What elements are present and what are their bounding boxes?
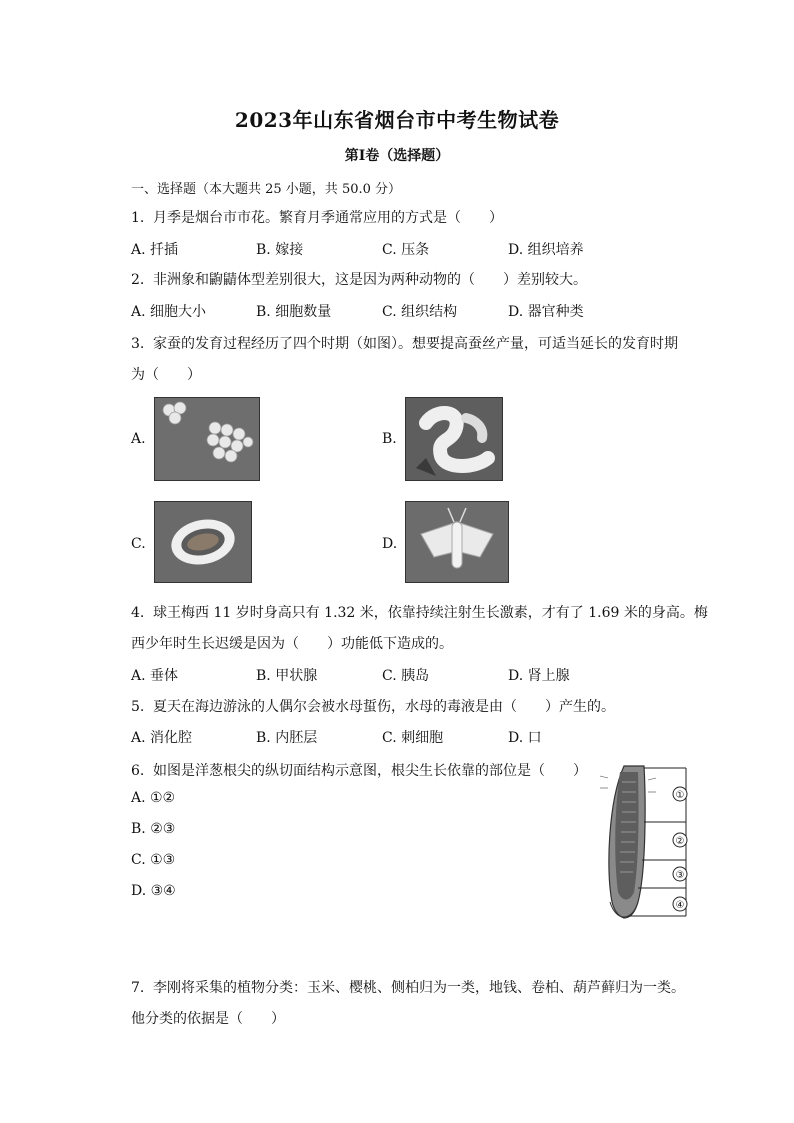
option-a: A. 扦插 [131,242,179,258]
option-d: D. 口 [508,730,542,746]
root-label-4: ④ [675,900,685,911]
silkworm-cocoon-image [154,501,252,583]
silkworm-eggs-image [154,397,260,481]
option-d: D. 肾上腺 [508,668,570,684]
option-a: A. 细胞大小 [131,304,207,320]
silkworm-larva-image [405,397,503,481]
question-text: 球王梅西 11 岁时身高只有 1.32 米，依靠持续注射生长激素，才有了 1.69 米的身高。梅 [153,605,708,621]
question-text: 月季是烟台市市花。繁育月季通常应用的方式是（ ） [153,210,503,226]
option-b: B. 细胞数量 [256,304,332,320]
question-text: 李刚将采集的植物分类：玉米、樱桃、侧柏归为一类，地钱、卷柏、葫芦藓归为一类。 [153,980,685,996]
option-c: C. ①③ [131,852,176,868]
root-label-2: ② [675,836,685,847]
question-number: 1. [131,210,145,226]
question-text: 家蚕的发育过程经历了四个时期（如图）。想要提高蚕丝产量，可适当延长的发育时期 [153,336,678,352]
question-number: 3. [131,336,145,352]
option-c: C. 组织结构 [382,304,458,320]
question-7 [131,977,685,997]
silkworm-moth-image [405,501,509,583]
question-text: 夏天在海边游泳的人偶尔会被水母蜇伤，水母的毒液是由（ ）产生的。 [153,699,615,715]
option-d: D. ③④ [131,883,176,899]
question-1 [131,207,503,227]
question-5 [131,696,615,716]
question-2 [131,269,587,289]
question-7-line2: 他分类的依据是（ ） [131,1011,285,1027]
question-4 [131,602,708,622]
question-text: 如图是洋葱根尖的纵切面结构示意图，根尖生长依靠的部位是（ ） [153,763,587,779]
question-3-line2: 为（ ） [131,367,201,383]
section-heading: 一、选择题（本大题共 25 小题，共 50.0 分） [131,182,402,197]
page-subtitle: 第I卷（选择题） [344,148,450,164]
option-c: C. 压条 [382,242,430,258]
option-b: B. 嫁接 [256,242,304,258]
option-b: B. 甲状腺 [256,668,318,684]
question-number: 2. [131,272,145,288]
question-number: 7. [131,980,145,996]
question-number: 4. [131,605,145,621]
question-number: 5. [131,699,145,715]
question-3 [131,333,678,353]
option-d: D. 器官种类 [508,304,584,320]
image-option-b-label: B. [382,431,397,447]
image-option-c-label: C. [131,536,146,552]
page-title: 2023年山东省烟台市中考生物试卷 [234,108,560,132]
option-d: D. 组织培养 [508,242,584,258]
image-option-d-label: D. [382,536,398,552]
option-a: A. ①② [131,790,176,806]
image-option-a-label: A. [131,431,146,447]
question-6 [131,760,587,780]
root-label-1: ① [675,790,685,801]
option-b: B. ②③ [131,821,176,837]
option-a: A. 垂体 [131,668,179,684]
option-c: C. 胰岛 [382,668,430,684]
onion-root-tip-figure [598,762,694,922]
question-4-line2: 西少年时生长迟缓是因为（ ）功能低下造成的。 [131,636,453,652]
root-label-3: ③ [675,870,685,881]
question-number: 6. [131,763,145,779]
option-a: A. 消化腔 [131,730,193,746]
question-text: 非洲象和鼩鼱体型差别很大，这是因为两种动物的（ ）差别较大。 [153,272,587,288]
option-b: B. 内胚层 [256,730,318,746]
option-c: C. 刺细胞 [382,730,444,746]
